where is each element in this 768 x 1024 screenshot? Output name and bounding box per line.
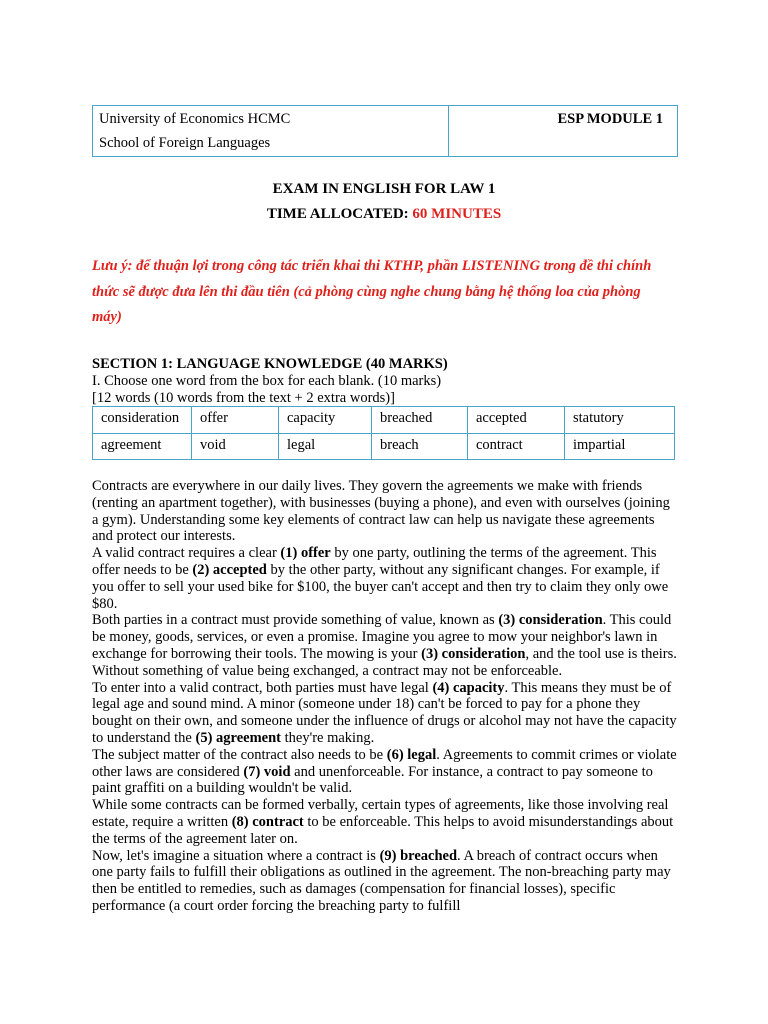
word-cell: void <box>192 433 279 460</box>
reading-passage <box>92 478 678 915</box>
passage-paragraph-consideration <box>92 612 678 679</box>
answer-3: (3) consideration <box>498 612 603 629</box>
module-name: ESP MODULE 1 <box>557 111 663 127</box>
section-heading: SECTION 1: LANGUAGE KNOWLEDGE (40 MARKS) <box>92 356 448 372</box>
exam-note: Lưu ý: để thuận lợi trong công tác triển khai thi KTHP, phần LISTENING trong đề thi chính thức sẽ được đưa lên thi đầu tiên (cả phòng cùng nghe chung bằng hệ thống loa của phòng máy) <box>92 258 652 325</box>
passage-text: . A breach of contract occurs when one party fails to fulfill their obligations as outlined in the agreement. The non-breaching party may then be entitled to remedies, such as damages (compensation for financial losses), specific performance (a court order forcing the breaching party to fulfill <box>92 847 671 914</box>
word-cell: contract <box>468 433 565 460</box>
passage-text: and unenforceable. For instance, a contract to pay someone to paint graffiti on a building wouldn't be valid. <box>92 763 653 797</box>
passage-text: . This could be money, goods, services, or even a promise. Imagine you agree to mow your neighbor's lawn in exchange for borrowing their tools. The mowing is your <box>92 612 672 662</box>
section-instruction: I. Choose one word from the box for each blank. (10 marks) <box>92 373 442 389</box>
answer-1: (1) offer <box>280 545 331 562</box>
answer-8: (8) contract <box>231 813 304 830</box>
header-table <box>92 105 678 157</box>
word-cell: breached <box>372 407 468 434</box>
passage-text: , and the tool use is theirs. Without something of value being exchanged, a contract may not be enforceable. <box>92 645 677 679</box>
passage-paragraph-written <box>92 797 678 847</box>
passage-text: To enter into a valid contract, both parties must have legal <box>92 679 433 696</box>
word-cell: statutory <box>565 407 675 434</box>
school-name: School of Foreign Languages <box>99 135 271 151</box>
university-name: University of Economics HCMC <box>99 111 291 127</box>
passage-text: While some contracts can be formed verbally, certain types of agreements, like those involving real estate, require a written <box>92 797 669 830</box>
word-cell: accepted <box>468 407 565 434</box>
answer-6: (6) legal <box>386 746 437 763</box>
word-cell: offer <box>192 407 279 434</box>
passage-text: to be enforceable. This helps to avoid misunderstandings about the terms of the agreement later on. <box>92 813 674 847</box>
module-cell <box>449 106 678 157</box>
answer-9: (9) breached <box>379 847 458 864</box>
word-cell: capacity <box>279 407 372 434</box>
exam-title: EXAM IN ENGLISH FOR LAW 1 <box>272 181 496 197</box>
time-value: 60 MINUTES <box>412 206 502 222</box>
passage-intro: Contracts are everywhere in our daily lives. They govern the agreements we make with friends (renting an apartment together), with businesses (buying a phone), and even with ourselves (joining a gym). Understanding some key elements of contract law can help us navigate these agreements and protect our interests. <box>92 478 670 545</box>
word-cell: agreement <box>93 433 192 460</box>
word-box-table <box>92 406 675 460</box>
passage-paragraph-breach <box>92 848 678 915</box>
passage-paragraph-offer <box>92 545 678 612</box>
passage-text: by one party, outlining the terms of the agreement. This offer needs to be <box>92 545 657 578</box>
time-allocated <box>0 206 768 223</box>
section-1-intro <box>92 356 692 407</box>
passage-text: Both parties in a contract must provide something of value, known as <box>92 612 499 629</box>
passage-paragraph-capacity <box>92 680 678 747</box>
passage-text: A valid contract requires a clear <box>92 545 281 562</box>
answer-2: (2) accepted <box>192 561 267 578</box>
answer-4: (4) capacity <box>432 679 505 696</box>
institution-cell <box>93 106 449 157</box>
word-box-row <box>93 433 675 460</box>
time-label: TIME ALLOCATED: <box>266 206 413 222</box>
passage-text: . Agreements to commit crimes or violate other laws are considered <box>92 746 677 780</box>
word-cell: legal <box>279 433 372 460</box>
section-word-note: [12 words (10 words from the text + 2 extra words)] <box>92 390 395 406</box>
passage-text: by the other party, without any significant changes. For example, if you offer to sell your used bike for $100, the buyer can't accept and then try to claim they only owe $80. <box>92 561 669 612</box>
word-cell: impartial <box>565 433 675 460</box>
word-cell: breach <box>372 433 468 460</box>
answer-3-repeat: (3) consideration <box>421 645 526 662</box>
passage-text: . This means they must be of legal age and sound mind. A minor (someone under 18) can't be forced to pay for a phone they bought on their own, and someone under the influence of drugs or alcohol may not have the capacity to understand the <box>92 679 677 746</box>
word-box-row <box>93 407 675 434</box>
passage-paragraph-legality <box>92 747 678 797</box>
answer-5: (5) agreement <box>195 729 281 746</box>
answer-7: (7) void <box>243 763 291 780</box>
word-cell: consideration <box>93 407 192 434</box>
passage-text: The subject matter of the contract also needs to be <box>92 746 387 763</box>
passage-text: they're making. <box>281 729 375 746</box>
passage-text: Now, let's imagine a situation where a contract is <box>92 847 380 864</box>
